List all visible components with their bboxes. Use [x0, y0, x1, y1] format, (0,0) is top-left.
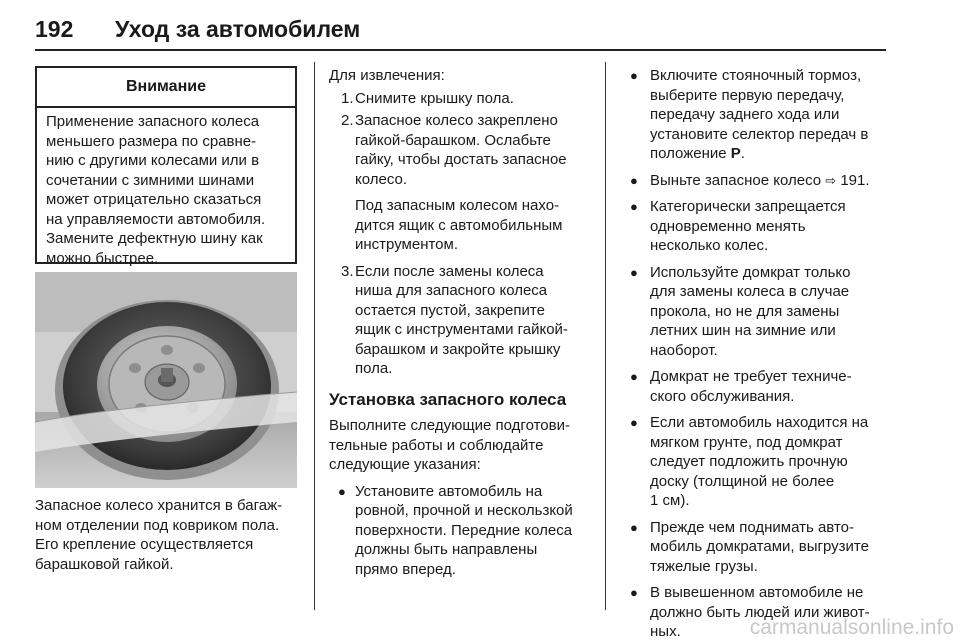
right-bullet [620, 518, 890, 577]
installation-bullet [329, 482, 597, 580]
bullet-line: Включите стояночный тормоз, [650, 67, 862, 84]
bullet-line: Если автомобиль находится на [650, 414, 869, 431]
bullet-line: ского обслуживания. [650, 387, 795, 405]
warning-line: может отрицательно сказаться [46, 191, 262, 208]
step-number: 1. [341, 89, 354, 107]
bullet-line: следует подложить прочную [650, 453, 848, 470]
bullet-line: прямо вперед. [355, 560, 456, 578]
bullet-icon: ● [338, 483, 346, 499]
right-bullet [620, 413, 890, 511]
page-title: Уход за автомобилем [115, 16, 361, 42]
bullet-line: Прежде чем поднимать авто- [650, 518, 854, 536]
removal-step-1 [329, 89, 597, 109]
bullet-icon: ● [630, 264, 638, 280]
bullet-line: мобиль домкратами, выгрузите [650, 538, 869, 555]
step-line: барашком и закройте крышку [355, 340, 561, 358]
intro-line: тельные работы и соблюдайте [329, 436, 544, 454]
step-number: 2. [341, 112, 354, 129]
page-reference: 191. [836, 171, 870, 189]
step-line: Запасное колесо закреплено [355, 112, 558, 129]
bullet-line: несколько колес. [650, 237, 769, 254]
warning-line: сочетании с зимними шинами [46, 171, 255, 189]
page-reference-arrow-icon: ⇨ [825, 172, 837, 188]
watermark: carmanualsonline.info [749, 616, 954, 639]
bullet-line: доску (толщиной не более [650, 472, 835, 490]
bullet-line: летних шин на зимние или [650, 322, 836, 339]
section-heading: Установка запасного колеса [329, 389, 567, 409]
bullet-line: В вывешенном автомобиле не [650, 584, 864, 601]
removal-step-2 [329, 111, 597, 189]
warning-line: Замените дефектную шину как [46, 230, 263, 247]
step-number: 3. [341, 262, 354, 280]
right-column [620, 66, 890, 642]
intro-line: Выполните следующие подготови- [329, 417, 570, 434]
bullet-line: для замены колеса в случае [650, 283, 850, 300]
bullet-line: передачу заднего хода или [650, 106, 840, 123]
bullet-text: Выньте запасное колесо [650, 171, 826, 189]
bullet-icon: ● [630, 369, 638, 384]
bullet-text: . [740, 145, 745, 162]
gear-position-label: P [730, 145, 741, 162]
note-line: дится ящик с автомобильным [355, 216, 563, 234]
spare-wheel-photo [35, 272, 297, 488]
header-divider [35, 49, 886, 51]
warning-text [37, 108, 295, 268]
caption-line: Его крепление осуществляется [35, 536, 254, 553]
bullet-icon: ● [630, 172, 638, 188]
step-line: Если после замены колеса [355, 262, 544, 280]
note-line: инструментом. [355, 236, 459, 253]
caption-line: барашковой гайкой. [35, 555, 174, 573]
right-bullet [620, 171, 890, 191]
step-line: Снимите крышку пола. [355, 89, 514, 107]
column-divider-2 [605, 62, 606, 610]
photo-caption [35, 496, 305, 574]
caption-line: Запасное колесо хранится в багаж- [35, 497, 283, 514]
bullet-icon: ● [630, 519, 638, 535]
step-line: гайку, чтобы достать запасное [355, 151, 567, 168]
removal-intro: Для извлечения: [329, 67, 445, 84]
intro-line: следующие указания: [329, 456, 481, 473]
caption-line: ном отделении под ковриком пола. [35, 516, 280, 534]
warning-line: меньшего размера по сравне- [46, 132, 257, 150]
bullet-line: выберите первую передачу, [650, 86, 845, 104]
step-line: остается пустой, закрепите [355, 301, 545, 319]
step-line: гайкой-барашком. Ослабьте [355, 131, 551, 149]
right-bullet [620, 263, 890, 361]
bullet-line: должно быть людей или живот- [650, 603, 870, 621]
right-bullet [620, 197, 890, 256]
step-line: колесо. [355, 170, 408, 188]
bullet-line: одновременно менять [650, 217, 806, 235]
bullet-line: прокола, но не для замены [650, 302, 840, 320]
bullet-line: ных. [650, 623, 681, 640]
bullet-icon: ● [630, 415, 638, 430]
bullet-icon: ● [630, 199, 638, 214]
bullet-icon: ● [630, 585, 638, 600]
bullet-line: 1 см). [650, 492, 690, 509]
bullet-line: Категорически запрещается [650, 198, 846, 215]
bullet-line: Домкрат не требует техниче- [650, 368, 852, 385]
column-divider-1 [314, 62, 315, 610]
installation-intro [329, 416, 597, 475]
middle-column [329, 66, 597, 579]
page-number: 192 [35, 16, 74, 42]
bullet-line: мягком грунте, под домкрат [650, 433, 843, 451]
note-line: Под запасным колесом нахо- [355, 197, 560, 214]
bullet-line: Используйте домкрат только [650, 263, 851, 281]
warning-box [35, 66, 297, 267]
warning-line: нию с другими колесами или в [46, 152, 260, 169]
warning-line: на управляемости автомобиля. [46, 210, 266, 228]
step-line: ящик с инструментами гайкой- [355, 321, 568, 338]
warning-heading: Внимание [37, 68, 295, 108]
removal-step-2-note [329, 196, 597, 255]
bullet-line: Установите автомобиль на [355, 482, 543, 500]
bullet-line: тяжелые грузы. [650, 557, 758, 575]
right-bullet [620, 66, 890, 164]
bullet-text: положение [650, 145, 731, 162]
bullet-icon: ● [630, 68, 638, 83]
bullet-line [650, 171, 890, 191]
bullet-line [650, 144, 890, 164]
bullet-line: ровной, прочной и нескользкой [355, 502, 573, 519]
warning-line: можно быстрее. [46, 249, 159, 267]
removal-step-3 [329, 262, 597, 379]
bullet-line: наоборот. [650, 341, 718, 359]
warning-line: Применение запасного колеса [46, 113, 260, 130]
right-bullet [620, 367, 890, 406]
bullet-line: установите селектор передач в [650, 125, 869, 143]
bullet-line: должны быть направлены [355, 541, 538, 558]
bullet-line: поверхности. Передние колеса [355, 521, 573, 539]
step-line: ниша для запасного колеса [355, 282, 548, 299]
step-line: пола. [355, 360, 393, 377]
